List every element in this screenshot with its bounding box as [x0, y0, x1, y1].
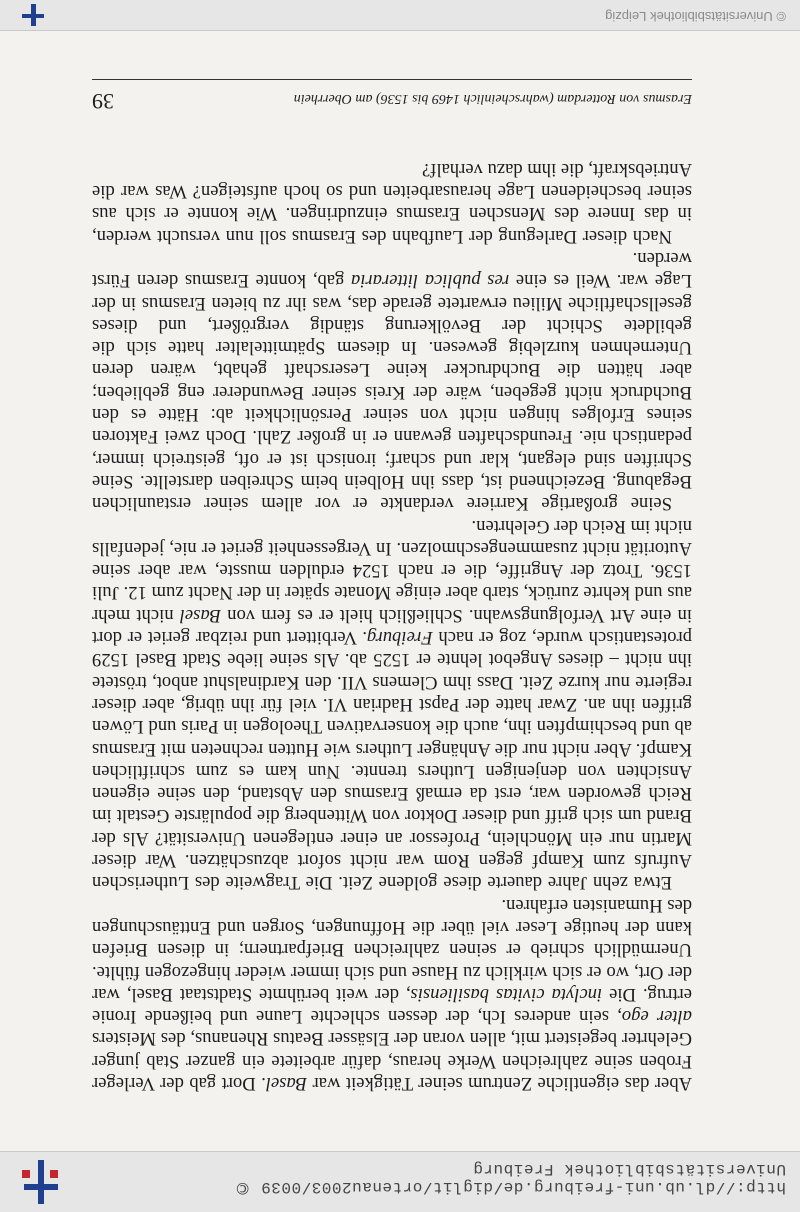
italic-phrase: res publica litteraria	[350, 270, 510, 292]
body-text	[92, 158, 692, 1094]
text-run: gab, konnte Erasmus deren Fürst werden.	[92, 248, 692, 292]
text-run: Aber das eigentliche Zentrum seiner Tätigkeit war	[307, 1073, 692, 1094]
italic-phrase: Basel	[265, 1073, 308, 1094]
library-name: Universitätsbibliothek Freiburg	[472, 1160, 786, 1178]
paragraph	[92, 247, 692, 515]
digitization-footer	[0, 1151, 800, 1212]
italic-phrase: Basel	[179, 604, 222, 626]
library-logo-icon	[18, 1160, 62, 1204]
text-run: , der weit berühmte Stadtstaat Basel, war der Ort, wo er sich wirklich zu Hause und sich immer wieder hingezogen fühlte. Unermüdlich schrieb er seinen zahlreichen Briefpartnern; in diesen Briefen kann der heutige Leser viel über die Hoffnungen, Sorgen und Enttäuschungen des Humanisten erfahren.	[92, 894, 692, 1005]
text-run: , sein anderes Ich, der dessen schlechte Laune und beißende Ironie ertrug. Die	[92, 983, 692, 1028]
running-title: Erasmus von Rotterdam (wahrscheinlich 1469 bis 1536) am Oberrhein	[293, 91, 692, 106]
italic-phrase: alter ego	[621, 1006, 692, 1028]
running-head	[92, 79, 692, 114]
text-run: . Dort gab der Verleger Froben seine zahlreichen Werke heraus, dafür arbeitete ein ganzer Stab junger Gelehrter begeistert mit, allen voran der Elsässer Beatus Rhenanus, des Meisters	[92, 1028, 692, 1094]
text-run: nicht mehr aus und kehrte zurück, starb aber einige Monate später in der Nacht zum 12. Juli 1536. Trotz der Angriffe, die er nach 1524 erdulden musste, war aber seine Autorität nicht zusammengeschmolzen. In Vergessenheit geriet er nie, jedenfalls nicht im Reich der Gelehrten.	[92, 515, 692, 626]
copyright-icon: ©	[234, 1179, 251, 1198]
faint-watermark-text: © Universitätsbibliothek Leipzig	[605, 9, 786, 24]
paragraph	[92, 893, 692, 1094]
digitization-header	[0, 0, 800, 31]
italic-phrase: Freiburg	[366, 627, 433, 649]
text-run: Seine großartige Karriere verdankte er vor allem seiner erstaunlichen Begabung. Bezeichnend ist, dass ihn Holbein beim Schreiben darstellte. Seine Schriften sind elegant, klar und scharf; ironisch ist er oft, geistreich immer, pedantisch nie. Freundschaften gewann er in großer Zahl. Doch zwei Faktoren seines Erfolges hingen nicht von seiner Persönlichkeit ab: Hätte es den Buchdruck nicht gegeben, wäre der Kreis seiner Bewunderer eng geblieben; aber hätten die Buchdrucker keine Leserschaft gehabt, wären deren Unternehmen kurzlebig gewesen. In diesem Spätmittelalter hatte sich die gebildete Schicht der Bevölkerung ständig vergrößert, und dieses gesellschaftliche Milieu erwartete gerade das, was ihr zu bieten Erasmus in der Lage war. Weil es eine	[92, 270, 692, 515]
text-run: . Verbittert und reizbar geriet er dort in eine Art Verfolgungswahn. Schließlich hielt er es fern von	[92, 604, 692, 649]
text-run: Nach dieser Darlegung der Laufbahn des Erasmus soll nun versucht werden, in das Innere des Menschen Erasmus einzudringen. Wie konnte er sich aus seiner bescheidenen Lage herausarbeiten und so hoch aufsteigen? Was war die Antriebskraft, die ihm dazu verhalf?	[92, 158, 692, 247]
library-logo-small-icon	[22, 4, 44, 26]
book-page	[92, 79, 692, 1102]
page-number: 39	[92, 89, 114, 114]
paragraph	[92, 158, 692, 247]
italic-phrase: inclyta civitas basiliensis	[410, 983, 603, 1005]
text-run: Etwa zehn Jahre dauerte diese goldene Zeit. Die Tragweite des Lutherischen Aufrufs zum Kampf gegen Rom war nicht sofort abzuschätzen. War dieser Martin nur ein Mönchlein, Professor an einer entlegenen Universität? Als der Brand um sich griff und dieser Doktor von Wittenberg die populärste Gestalt im Reich geworden war, erst da ermaß Erasmus den Abstand, den seine eigenen Ansichten von denjenigen Luthers trennte. Nun kam es zum schriftlichen Kampf. Aber nicht nur die Anhänger Luthers wie Hutten rechneten mit Erasmus ab und beschimpften ihn, auch die konservativen Theologen in Paris und Löwen griffen ihn an. Zwar hatte der Papst Hadrian VI. viel für ihn übrig, aber dieser regierte nur kurze Zeit. Dass ihm Clemens VII. den Kardinalshut anbot, tröstete ihn nicht – dieses Angebot lehnte er 1525 ab. Als seine liebe Stadt Basel 1529 protestantisch wurde, zog er nach	[92, 627, 692, 894]
paragraph	[92, 514, 692, 893]
source-url-line	[146, 1160, 786, 1198]
source-url[interactable]: http://dl.ub.uni-freiburg.de/diglit/ortenau2003/0039	[250, 1178, 786, 1196]
